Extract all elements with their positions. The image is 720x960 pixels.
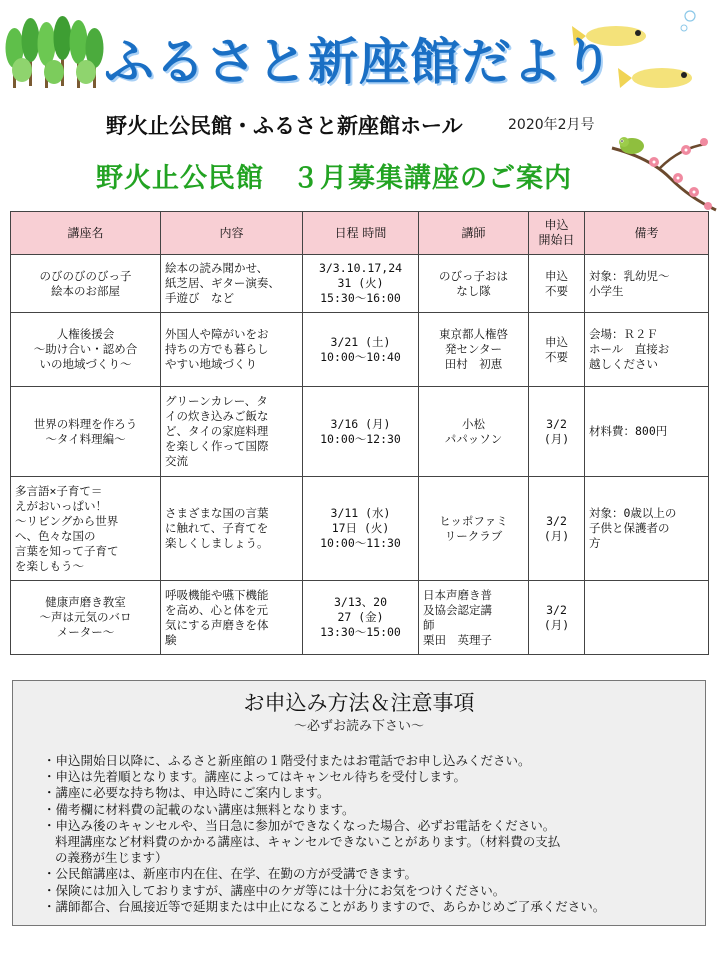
trees-illustration [4, 8, 108, 94]
table-row [11, 477, 709, 581]
course-start: 3/2 (月) [529, 387, 585, 477]
column-header-content: 内容 [161, 212, 303, 255]
course-content: 呼吸機能や嚥下機能 を高め、心と体を元 気にする声磨きを体 験 [161, 581, 303, 655]
column-header-name: 講座名 [11, 212, 161, 255]
course-note: 対象：0歳以上の 子供と保護者の 方 [585, 477, 709, 581]
list-item: ・申込開始日以降に、ふるさと新座館の１階受付またはお電話でお申し込みください。 [43, 753, 531, 768]
notice-title: お申込み方法＆注意事項 [243, 691, 475, 715]
section-title: 野火止公民館 ３月募集講座のご案内 [96, 163, 572, 194]
course-date: 3/16 (月) 10:00～12:30 [303, 387, 419, 477]
course-name: のびのびのびっ子 絵本のお部屋 [11, 255, 161, 313]
plum-blossom-illustration [610, 118, 718, 214]
table-row [11, 581, 709, 655]
list-item: ・講座に必要な持ち物は、申込時にご案内します。 [43, 785, 330, 801]
table-row [11, 255, 709, 313]
notice-list [43, 753, 693, 915]
column-header-teacher: 講師 [419, 212, 529, 255]
course-note [585, 581, 709, 655]
newsletter-title: ふるさと新座館だより [104, 33, 614, 91]
list-item: ・備考欄に材料費の記載のない講座は無料となります。 [43, 801, 355, 817]
list-item: ・申込は先着順となります。講座によってはキャンセル待ちを受付します。 [43, 769, 467, 785]
course-start: 3/2 (月) [529, 581, 585, 655]
course-start: 申込 不要 [529, 313, 585, 387]
course-date: 3/21 (土) 10:00～10:40 [303, 313, 419, 387]
list-item: ・申込み後のキャンセルや、当日急に参加ができなくなった場合、必ずお電話をください。 料理講座など材料費のかかる講座は、キャンセルできないことがあります。（材料費の支払 の義務が生じます） [43, 817, 561, 866]
course-content: グリーンカレー、タ イの炊き込みご飯な ど、タイの家庭料理 を楽しく作って国際 交流 [161, 387, 303, 477]
course-note: 対象：乳幼児～ 小学生 [585, 255, 709, 313]
course-date: 3/3.10.17,24 31 (火) 15:30～16:00 [303, 255, 419, 313]
table-row [11, 387, 709, 477]
notice-subtitle: ～必ずお読み下さい～ [293, 719, 424, 734]
issue-label: 2020年2月号 [508, 117, 595, 133]
notice-box [12, 680, 706, 926]
column-header-date: 日程 時間 [303, 212, 419, 255]
newsletter-subtitle: 野火止公民館・ふるさと新座館ホール [106, 114, 463, 138]
column-header-start: 申込 開始日 [529, 212, 585, 255]
tree-icon [6, 16, 104, 88]
course-content: さまざまな国の言葉 に触れて、子育てを 楽しくしましょう。 [161, 477, 303, 581]
course-name: 人権後援会 ～助け合い・認め合 いの地域づくり～ [11, 313, 161, 387]
list-item: ・講師都合、台風接近等で延期または中止になることがありますので、あらかじめご了承ください。 [43, 898, 606, 914]
course-teacher: のびっ子おは なし隊 [419, 255, 529, 313]
course-table [10, 211, 709, 655]
course-date: 3/13、20 27 (金) 13:30～15:00 [303, 581, 419, 655]
course-teacher: 日本声磨き普 及協会認定講 師 栗田 英理子 [419, 581, 529, 655]
course-name: 多言語×子育て＝ えがおいっぱい！ ～リビングから世界 へ、色々な国の 言葉を知って子育て を楽しもう～ [11, 477, 161, 581]
course-start: 申込 不要 [529, 255, 585, 313]
list-item: ・保険には加入しておりますが、講座中のケガ等には十分にお気をつけください。 [43, 882, 506, 898]
course-teacher: 東京都人権啓 発センター 田村 初恵 [419, 313, 529, 387]
course-teacher: ヒッポファミ リークラブ [419, 477, 529, 581]
course-note: 材料費：800円 [585, 387, 709, 477]
course-content: 外国人や障がいをお 持ちの方でも暮らし やすい地域づくり [161, 313, 303, 387]
table-row [11, 313, 709, 387]
course-name: 世界の料理を作ろう ～タイ料理編～ [11, 387, 161, 477]
list-item: ・公民館講座は、新座市内在住、在学、在勤の方が受講できます。 [43, 866, 418, 882]
table-header-row [11, 212, 709, 255]
course-start: 3/2 (月) [529, 477, 585, 581]
course-note: 会場：Ｒ２Ｆ ホール 直接お 越しください [585, 313, 709, 387]
bird-on-branch-icon [612, 137, 716, 210]
course-content: 絵本の読み聞かせ、 紙芝居、ギター演奏、 手遊び など [161, 255, 303, 313]
column-header-note: 備考 [585, 212, 709, 255]
course-name: 健康声磨き教室 ～声は元気のバロ メーター～ [11, 581, 161, 655]
course-date: 3/11 (水) 17日 (火) 10:00～11:30 [303, 477, 419, 581]
course-teacher: 小松 パパッソン [419, 387, 529, 477]
